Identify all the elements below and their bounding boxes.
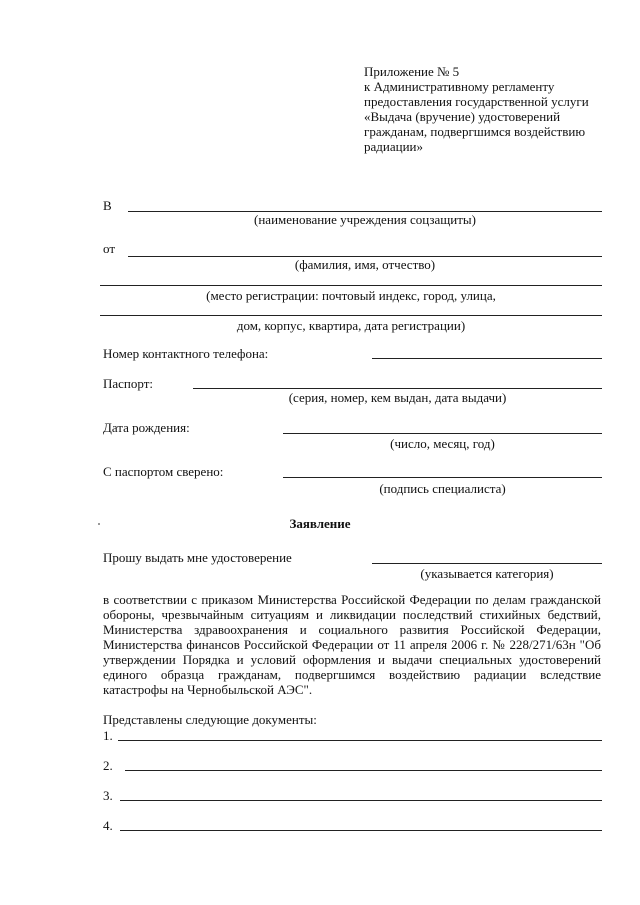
appendix-line-2: к Административному регламенту	[364, 79, 555, 94]
statement-title: Заявление	[289, 516, 351, 531]
request-label: Прошу выдать мне удостоверение	[103, 550, 292, 565]
document-line-3[interactable]	[120, 800, 602, 801]
birthdate-field-caption: (число, месяц, год)	[390, 436, 495, 451]
birthdate-label: Дата рождения:	[103, 420, 190, 435]
to-field-caption: (наименование учреждения соцзащиты)	[254, 212, 476, 227]
document-line-4[interactable]	[120, 830, 602, 831]
to-label: В	[103, 198, 112, 213]
document-number-3: 3.	[103, 788, 113, 803]
phone-label: Номер контактного телефона:	[103, 346, 269, 361]
verified-field-caption: (подпись специалиста)	[379, 481, 506, 496]
appendix-header	[364, 64, 614, 154]
birthdate-field-line[interactable]	[283, 433, 602, 434]
appendix-line-4: «Выдача (вручение) удостоверений	[364, 109, 561, 124]
from-label: от	[103, 241, 116, 256]
passport-field-caption: (серия, номер, кем выдан, дата выдачи)	[288, 390, 507, 405]
passport-field-line[interactable]	[193, 388, 602, 389]
statement-body: в соответствии с приказом Министерства Российской Федерации по делам гражданской обороны, чрезвычайным ситуациям и ликвидации последствий стихийных бедствий, Министерства здравоохранения и социального развития Российской Федерации, Министерства финансов Российской Федерации от 11 апреля 2006 г. № 228/271/63н "Об утверждении Порядка и условий оформления и выдачи специальных удостоверений единого образца гражданам, подвергшимся воздействию радиации вследствие катастрофы на Чернобыльской АЭС".	[103, 592, 601, 697]
address-line-2[interactable]	[100, 315, 602, 316]
verified-field-line[interactable]	[283, 477, 602, 478]
document-number-2: 2.	[103, 758, 113, 773]
document-number-1: 1.	[103, 728, 113, 743]
request-field-line[interactable]	[372, 563, 602, 564]
passport-label: Паспорт:	[103, 376, 154, 391]
documents-heading: Представлены следующие документы:	[103, 712, 317, 727]
request-field-caption: (указывается категория)	[420, 566, 554, 581]
appendix-line-5: гражданам, подвергшимся воздействию	[364, 124, 586, 139]
document-number-4: 4.	[103, 818, 113, 833]
appendix-line-6: радиации»	[364, 139, 423, 154]
from-field-caption: (фамилия, имя, отчество)	[294, 257, 436, 272]
document-line-2[interactable]	[125, 770, 602, 771]
address-caption-2: дом, корпус, квартира, дата регистрации)	[236, 318, 466, 333]
verified-label: С паспортом сверено:	[103, 464, 224, 479]
document-line-1[interactable]	[118, 740, 602, 741]
appendix-line-1: Приложение № 5	[364, 64, 460, 79]
address-caption-1: (место регистрации: почтовый индекс, город, улица,	[206, 288, 496, 303]
phone-field-line[interactable]	[372, 358, 602, 359]
appendix-line-3: предоставления государственной услуги	[364, 94, 589, 109]
address-line-1[interactable]	[100, 285, 602, 286]
